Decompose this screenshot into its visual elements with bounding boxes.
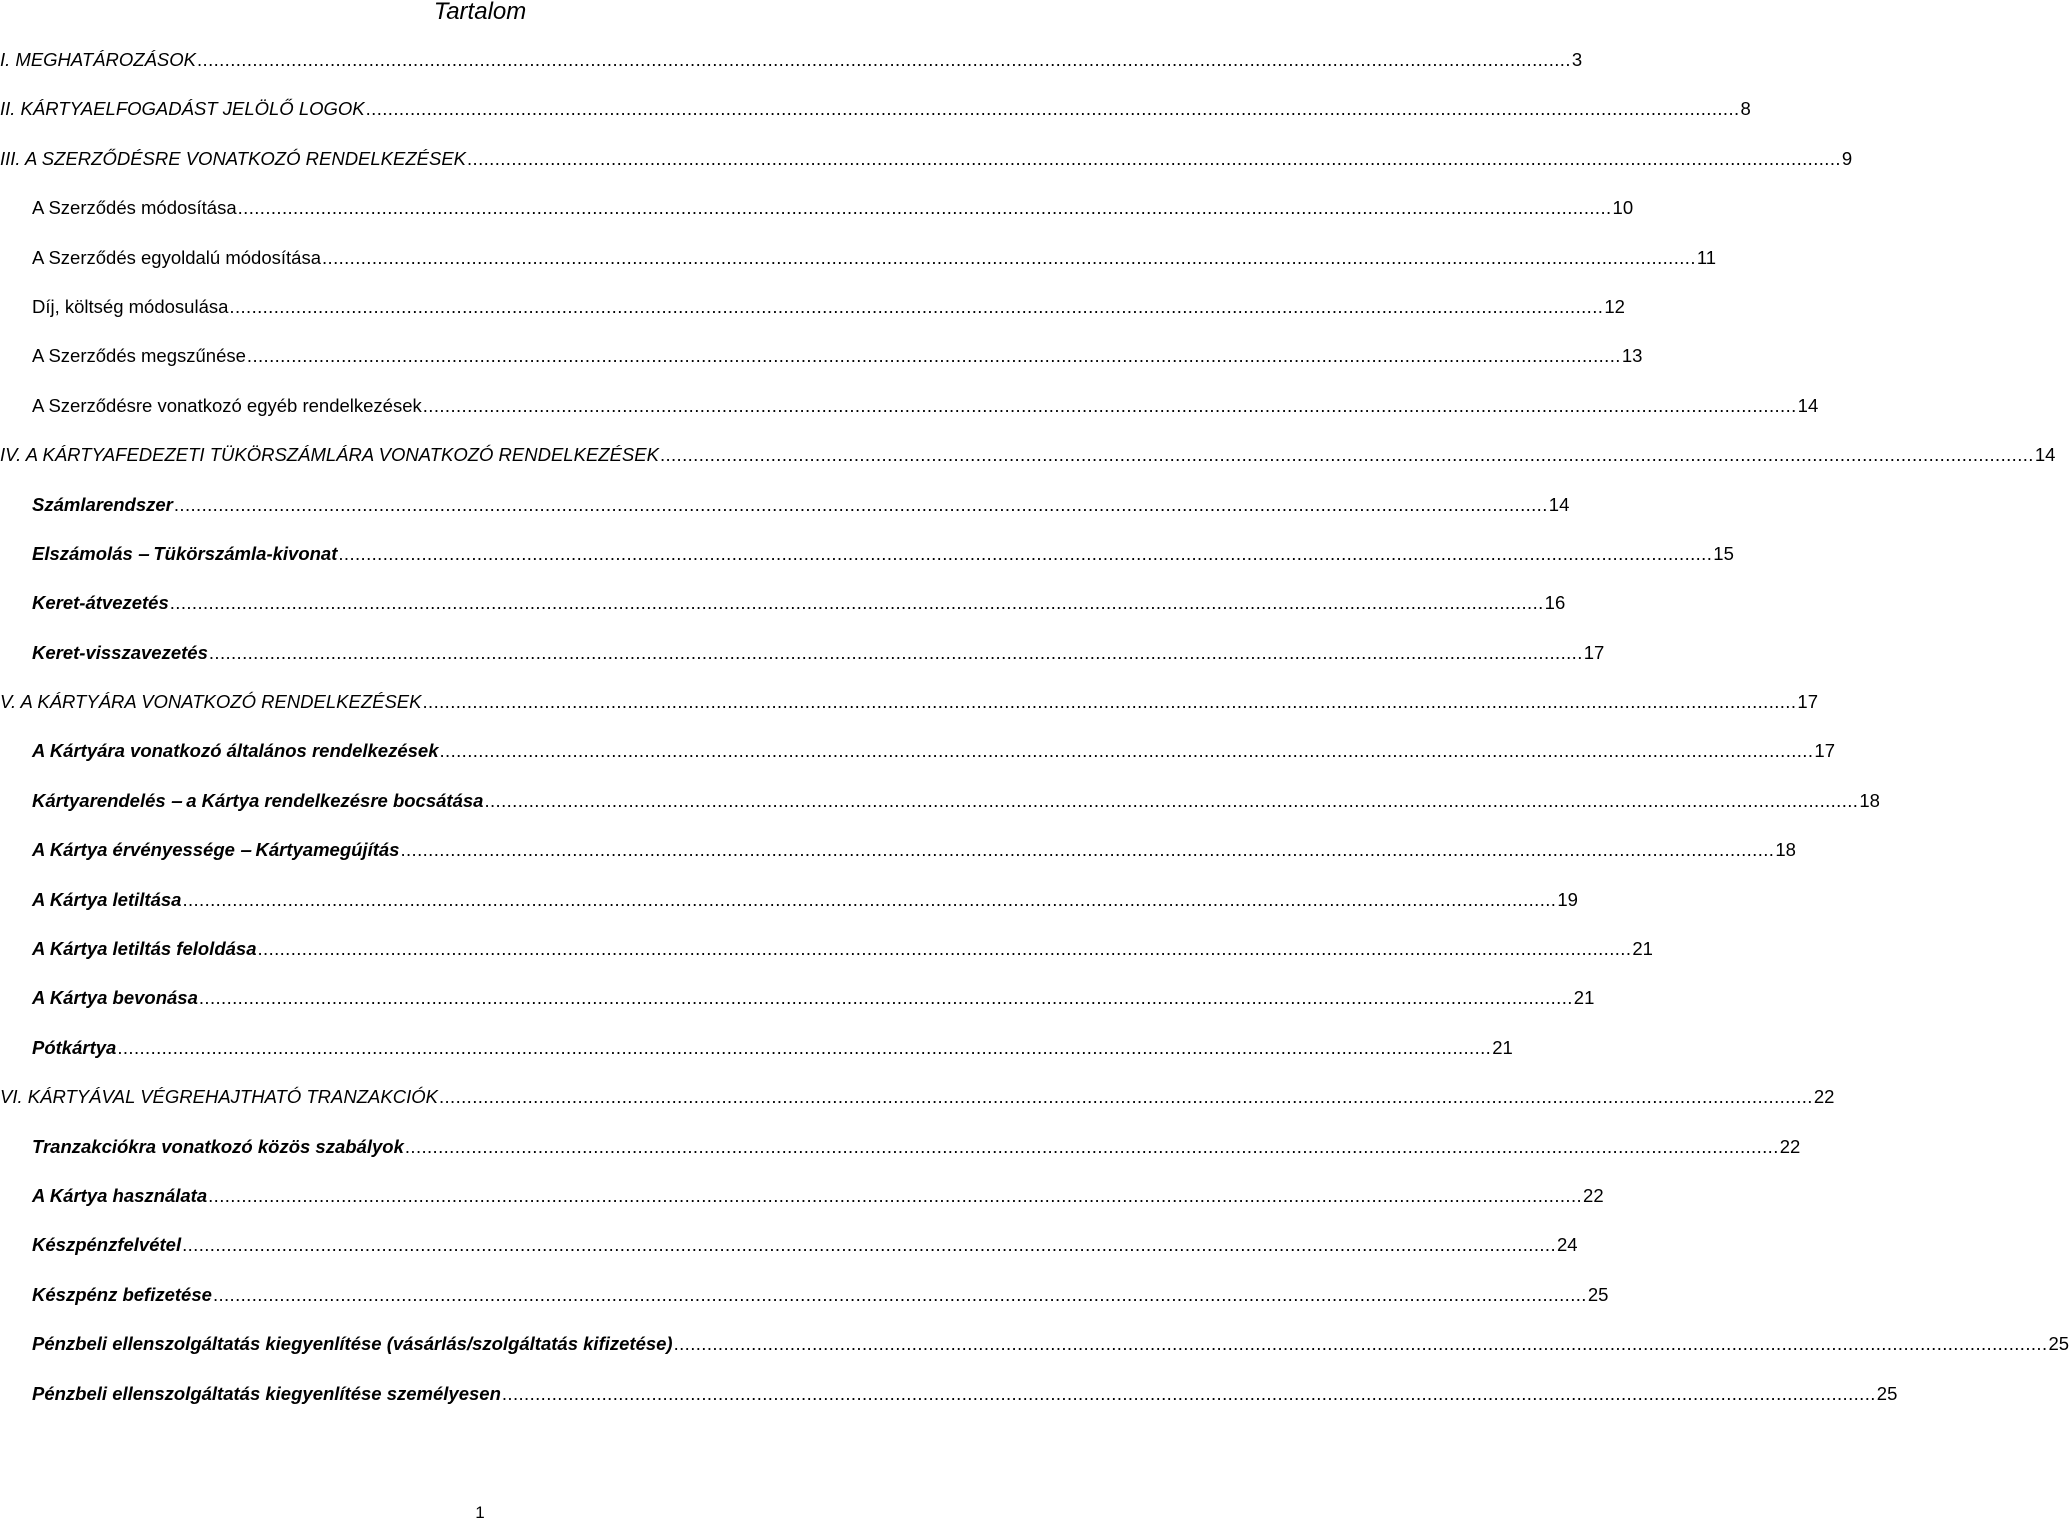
toc-entry-title: Készpénz befizetése: [32, 1283, 212, 1305]
toc-dot-leader: [174, 492, 1548, 518]
toc-entry[interactable]: [0, 590, 1566, 639]
toc-dot-leader: [213, 1282, 1587, 1308]
toc-entry-title: Készpénzfelvétel: [32, 1234, 182, 1256]
toc-entry[interactable]: [0, 492, 1570, 541]
toc-entry-page-number: 8: [1740, 98, 1751, 120]
toc-dot-leader: [257, 936, 1631, 962]
toc-dot-leader: [170, 590, 1544, 616]
toc-dot-leader: [117, 1035, 1491, 1061]
toc-entry-page-number: 18: [1859, 789, 1880, 811]
toc-entry-page-number: 21: [1573, 987, 1595, 1009]
toc-dot-leader: [238, 195, 1612, 221]
toc-entry-title: A Kártya érvényessége ‒ Kártyamegújítás: [32, 839, 400, 861]
toc-entry-page-number: 24: [1557, 1234, 1578, 1256]
toc-entry-page-number: 12: [1604, 295, 1625, 317]
toc-entry-title: Kártyarendelés ‒ a Kártya rendelkezésre bocsátása: [32, 789, 484, 811]
toc-entry-title: IV. A KÁRTYAFEDEZETI TÜKÖRSZÁMLÁRA VONATKOZÓ RENDELKEZÉSEK: [0, 444, 659, 466]
toc-dot-leader: [674, 1331, 2048, 1357]
toc-entry[interactable]: [0, 541, 1734, 590]
toc-entry-page-number: 18: [1775, 839, 1796, 861]
toc-entry-title: I. MEGHATÁROZÁSOK: [0, 49, 196, 70]
toc-entry[interactable]: [0, 245, 1717, 294]
toc-dot-leader: [423, 393, 1797, 419]
toc-entry-page-number: 21: [1632, 938, 1653, 960]
toc-entry-page-number: 25: [1876, 1382, 1898, 1404]
toc-entry-title: A Szerződésre vonatkozó egyéb rendelkezések: [32, 394, 422, 416]
page-title: Tartalom: [433, 0, 527, 25]
toc-entry[interactable]: [0, 837, 1796, 886]
toc-entry-title: II. KÁRTYAELFOGADÁST JELÖLŐ LOGOK: [0, 98, 365, 120]
toc-entry[interactable]: [0, 1282, 1609, 1331]
toc-entry[interactable]: [0, 343, 1643, 392]
toc-dot-leader: [182, 887, 1556, 913]
toc-dot-leader: [660, 442, 2034, 468]
toc-entry-title: A Kártyára vonatkozó általános rendelkezések: [32, 740, 439, 762]
toc-entry[interactable]: [0, 689, 1818, 738]
toc-entry[interactable]: [0, 1134, 1801, 1183]
toc-entry-page-number: 22: [1779, 1135, 1801, 1157]
table-of-contents: [0, 47, 2069, 1430]
toc-dot-leader: [440, 738, 1814, 764]
toc-entry[interactable]: [0, 96, 1751, 145]
toc-entry-page-number: 9: [1841, 147, 1853, 169]
toc-entry[interactable]: [0, 985, 1595, 1034]
toc-dot-leader: [322, 245, 1696, 271]
toc-entry-page-number: 11: [1696, 246, 1717, 268]
toc-entry-page-number: 25: [1587, 1283, 1609, 1305]
toc-entry-title: A Szerződés egyoldalú módosítása: [32, 246, 321, 268]
toc-entry[interactable]: [0, 1232, 1578, 1281]
toc-entry-title: V. A KÁRTYÁRA VONATKOZÓ RENDELKEZÉSEK: [0, 691, 422, 713]
toc-entry-page-number: 14: [1797, 394, 1819, 416]
toc-dot-leader: [199, 985, 1573, 1011]
toc-entry[interactable]: [0, 788, 1880, 837]
toc-dot-leader: [502, 1381, 1876, 1407]
toc-entry-page-number: 22: [1583, 1184, 1604, 1206]
toc-dot-leader: [439, 1084, 1813, 1110]
toc-entry[interactable]: [0, 738, 1835, 787]
toc-entry-page-number: 22: [1813, 1086, 1835, 1108]
toc-entry-page-number: 14: [1548, 493, 1570, 515]
toc-dot-leader: [400, 837, 1774, 863]
toc-entry[interactable]: [0, 640, 1605, 689]
toc-entry-page-number: 14: [2034, 444, 2056, 466]
toc-dot-leader: [208, 1183, 1582, 1209]
toc-entry-title: Pótkártya: [32, 1036, 117, 1058]
toc-entry-title: VI. KÁRTYÁVAL VÉGREHAJTHATÓ TRANZAKCIÓK: [0, 1086, 438, 1108]
toc-entry[interactable]: [0, 442, 2056, 491]
toc-dot-leader: [197, 47, 1571, 73]
toc-entry-title: Tranzakciókra vonatkozó közös szabályok: [32, 1135, 404, 1157]
toc-dot-leader: [467, 146, 1841, 172]
toc-entry[interactable]: [0, 1084, 1835, 1133]
toc-entry-title: A Szerződés megszűnése: [32, 345, 246, 367]
toc-dot-leader: [182, 1232, 1556, 1258]
toc-entry-page-number: 17: [1583, 641, 1605, 663]
toc-entry[interactable]: [0, 1035, 1513, 1084]
toc-dot-leader: [484, 788, 1858, 814]
toc-entry-title: Díj, költség módosulása: [32, 295, 229, 317]
toc-dot-leader: [423, 689, 1797, 715]
toc-entry-title: Keret-átvezetés: [32, 592, 169, 614]
toc-entry[interactable]: [0, 195, 1634, 244]
toc-dot-leader: [405, 1134, 1779, 1160]
toc-entry-page-number: 21: [1492, 1036, 1513, 1058]
toc-dot-leader: [338, 541, 1712, 567]
toc-entry[interactable]: [0, 1381, 1898, 1430]
toc-dot-leader: [209, 640, 1583, 666]
toc-entry[interactable]: [0, 146, 1853, 195]
toc-entry[interactable]: [0, 47, 1583, 96]
toc-entry[interactable]: [0, 294, 1625, 343]
toc-dot-leader: [229, 294, 1603, 320]
toc-entry-page-number: 13: [1621, 345, 1643, 367]
toc-entry[interactable]: [0, 1183, 1604, 1232]
toc-entry-page-number: 10: [1612, 197, 1634, 219]
toc-entry-page-number: 16: [1544, 592, 1566, 614]
toc-entry-page-number: 17: [1814, 740, 1835, 762]
toc-entry-title: A Kártya használata: [32, 1184, 208, 1206]
toc-entry-page-number: 25: [2048, 1333, 2069, 1355]
toc-entry-title: A Kártya letiltása: [32, 888, 182, 910]
toc-entry-page-number: 17: [1797, 691, 1818, 713]
toc-entry-title: A Kártya letiltás feloldása: [32, 938, 257, 960]
page-number: 1: [475, 1503, 485, 1522]
toc-entry-title: A Kártya bevonása: [32, 987, 198, 1009]
toc-entry[interactable]: [0, 887, 1578, 936]
toc-entry-title: Pénzbeli ellenszolgáltatás kiegyenlítése személyesen: [32, 1382, 501, 1404]
toc-entry[interactable]: [0, 936, 1653, 985]
toc-dot-leader: [247, 343, 1621, 369]
toc-entry-title: Pénzbeli ellenszolgáltatás kiegyenlítése (vásárlás/szolgáltatás kifizetése): [32, 1333, 673, 1355]
toc-entry[interactable]: [0, 393, 1819, 442]
toc-entry-title: Keret-visszavezetés: [32, 641, 208, 663]
toc-dot-leader: [366, 96, 1740, 122]
toc-entry-page-number: 15: [1713, 542, 1734, 564]
toc-entry-title: A Szerződés módosítása: [32, 197, 237, 219]
toc-entry-page-number: 19: [1557, 888, 1578, 910]
toc-entry-title: Elszámolás ‒ Tükörszámla-kivonat: [32, 542, 338, 564]
toc-entry-page-number: 3: [1571, 49, 1583, 70]
toc-entry[interactable]: [0, 1331, 2069, 1380]
toc-entry-title: Számlarendszer: [32, 493, 173, 515]
toc-entry-title: III. A SZERZŐDÉSRE VONATKOZÓ RENDELKEZÉSEK: [0, 147, 467, 169]
